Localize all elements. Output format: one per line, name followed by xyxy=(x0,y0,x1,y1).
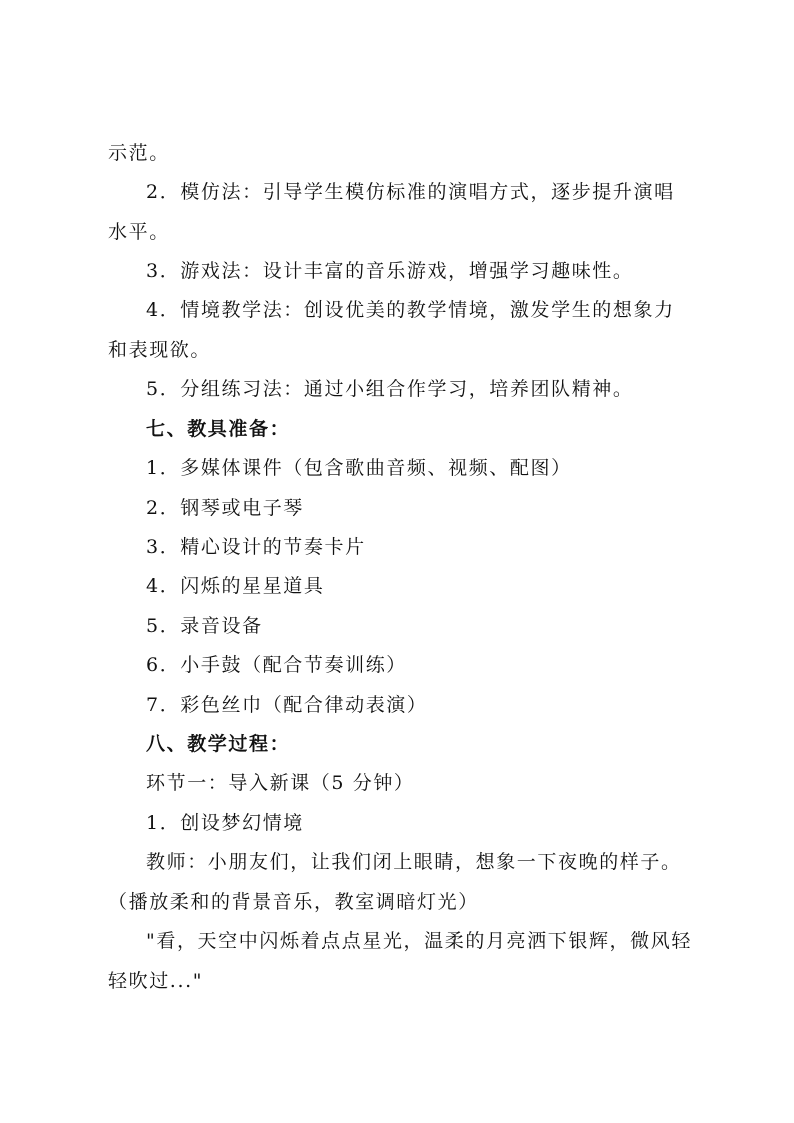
aid-item-4: 4．闪烁的星星道具 xyxy=(146,575,325,597)
stage-direction: （播放柔和的背景音乐，教室调暗灯光） xyxy=(108,891,479,913)
aid-item-3: 3．精心设计的节奏卡片 xyxy=(146,536,366,558)
process-step-title: 环节一：导入新课（5 分钟） xyxy=(146,772,415,794)
aid-item-6: 6．小手鼓（配合节奏训练） xyxy=(146,654,407,676)
method-item-4: 4．情境教学法：创设优美的教学情境，激发学生的想象力 xyxy=(146,299,675,321)
aid-item-5: 5．录音设备 xyxy=(146,615,263,637)
quote-line: "看，天空中闪烁着点点星光，温柔的月亮洒下银辉，微风轻 xyxy=(146,930,692,952)
teacher-dialogue: 教师：小朋友们，让我们闭上眼睛，想象一下夜晚的样子。 xyxy=(146,851,682,873)
method-item-3: 3．游戏法：设计丰富的音乐游戏，增强学习趣味性。 xyxy=(146,260,634,282)
method-item-2: 2．模仿法：引导学生模仿标准的演唱方式，逐步提升演唱 xyxy=(146,181,675,203)
paragraph-line: 水平。 xyxy=(108,221,170,243)
section-heading-teaching-aids: 七、教具准备： xyxy=(146,418,291,440)
paragraph-line: 示范。 xyxy=(108,142,170,164)
aid-item-2: 2．钢琴或电子琴 xyxy=(146,497,304,519)
process-substep: 1．创设梦幻情境 xyxy=(146,812,304,834)
paragraph-line: 和表现欲。 xyxy=(108,339,212,361)
aid-item-7: 7．彩色丝巾（配合律动表演） xyxy=(146,694,428,716)
section-heading-teaching-process: 八、教学过程： xyxy=(146,733,291,755)
quote-line: 轻吹过..." xyxy=(108,970,204,992)
aid-item-1: 1．多媒体课件（包含歌曲音频、视频、配图） xyxy=(146,457,572,479)
method-item-5: 5．分组练习法：通过小组合作学习，培养团队精神。 xyxy=(146,378,634,400)
